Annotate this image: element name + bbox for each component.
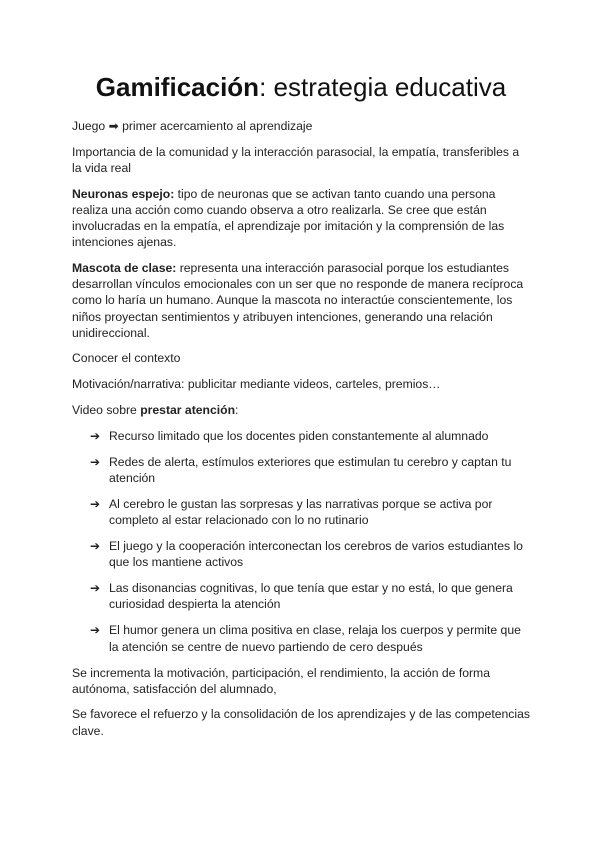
neuronas-label: Neuronas espejo: [72, 186, 175, 201]
right-arrow-icon: ➡ [108, 119, 119, 133]
paragraph-favorece: Se favorece el refuerzo y la consolidación de los aprendizajes y de las competencias clave. [72, 707, 530, 738]
video-suffix: : [235, 402, 239, 417]
arrow-bullet-icon: ➔ [90, 623, 101, 638]
list-item [72, 580, 530, 612]
list-item [72, 538, 530, 570]
paragraph-contexto: Conocer el contexto [72, 351, 181, 366]
mascota-label: Mascota de clase: [72, 260, 177, 275]
video-bold: prestar atención [140, 402, 236, 417]
attention-bullet-list [72, 428, 530, 655]
list-item-text: Redes de alerta, estímulos exteriores que estimulan tu cerebro y captan tu atención [109, 454, 512, 485]
paragraph-video [72, 402, 530, 418]
paragraph-incrementa: Se incrementa la motivación, participación, el rendimiento, la acción de forma autónoma, satisfacción del alumnado, [72, 665, 490, 696]
mascota-text: representa una interacción parasocial porque los estudiantes desarrollan vínculos emocionales con un ser que no responde de manera recíproca como lo haría un humano. Aunque la mascota no interactúe conscientemente, los niños proyectan sentimientos y atribuyen intenciones, generando una relación unidireccional. [72, 260, 524, 340]
list-item-text: El humor genera un clima positiva en clase, relaja los cuerpos y permite que la atención se centre de nuevo partiendo de cero después [109, 623, 521, 654]
list-item [72, 622, 530, 654]
paragraph-motivacion: Motivación/narrativa: publicitar mediante videos, carteles, premios… [72, 377, 441, 392]
paragraph-mascota [72, 260, 530, 341]
list-item [72, 496, 530, 528]
list-item-text: Al cerebro le gustan las sorpresas y las narrativas porque se activa por completo al estar relacionado con lo no rutinario [109, 496, 493, 527]
juego-rest-text: primer acercamiento al aprendizaje [122, 119, 313, 133]
list-item-text: Las disonancias cognitivas, lo que tenía que estar y no está, lo que genera curiosidad despierta la atención [109, 581, 513, 612]
arrow-bullet-icon: ➔ [90, 538, 101, 553]
list-item-text: El juego y la cooperación interconectan los cerebros de varios estudiantes lo que los mantiene activos [109, 538, 523, 570]
list-item-text: Recurso limitado que los docentes piden constantemente al alumnado [109, 428, 489, 443]
neuronas-text: tipo de neuronas que se activan tanto cuando una persona realiza una acción como cuando observa a otro realizarla. Se cree que están involucradas en la empatía, el aprendizaje por imitación y la comprensión de las intenciones ajenas. [72, 186, 505, 250]
paragraph-neuronas [72, 186, 530, 251]
list-item [72, 428, 530, 444]
title-bold: Gamificación [95, 72, 260, 102]
arrow-bullet-icon: ➔ [90, 428, 101, 443]
juego-text: Juego [72, 119, 106, 133]
paragraph-comunidad: Importancia de la comunidad y la interacción parasocial, la empatía, transferibles a la vida real [72, 144, 520, 175]
page-title [72, 70, 530, 104]
list-item [72, 454, 530, 486]
arrow-bullet-icon: ➔ [90, 581, 101, 596]
arrow-bullet-icon: ➔ [90, 496, 101, 511]
title-rest: : estrategia educativa [259, 72, 507, 102]
video-prefix: Video sobre [72, 402, 141, 417]
paragraph-juego [72, 118, 530, 134]
arrow-bullet-icon: ➔ [90, 454, 101, 469]
